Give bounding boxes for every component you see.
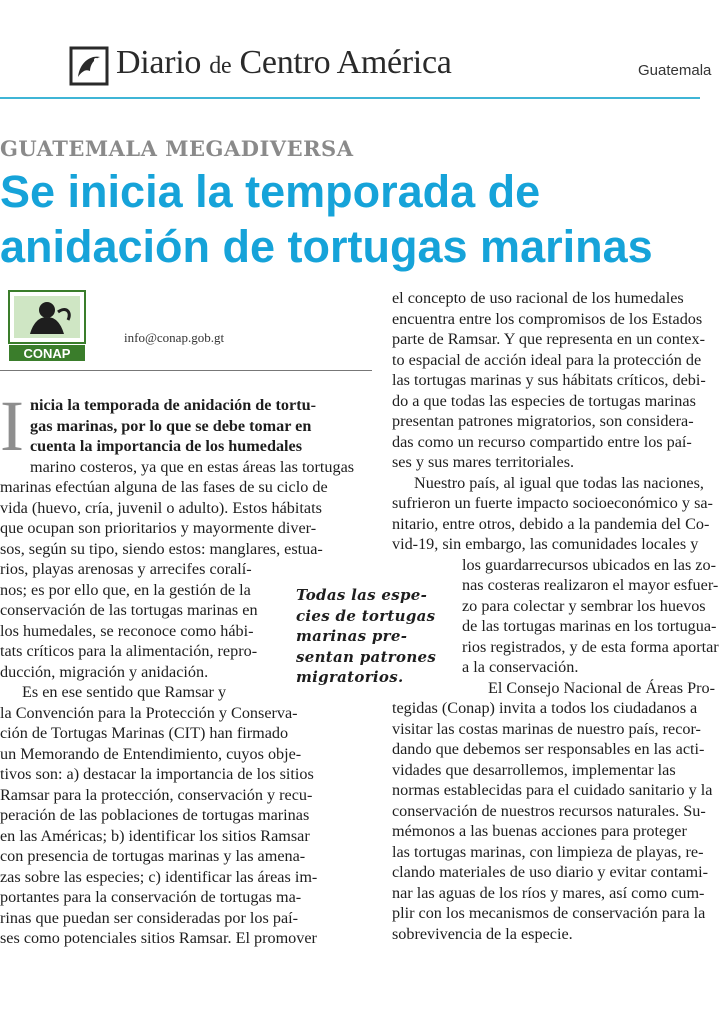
body-line: do a que todas las especies de tortugas marinas bbox=[392, 391, 696, 410]
article-column-2 bbox=[392, 288, 719, 944]
body-line: visitar las costas marinas de nuestro país, recor- bbox=[392, 719, 701, 738]
body-line: clando materiales de uso diario y evitar contami- bbox=[392, 863, 708, 881]
body-line: un Memorando de Entendimiento, cuyos obje- bbox=[0, 744, 302, 763]
body-line: zo para colectar y sembrar los huevos bbox=[462, 596, 706, 615]
body-line: presentan patrones migratorios, son considera- bbox=[392, 412, 694, 430]
masthead-divider bbox=[0, 97, 700, 99]
body-line: mémonos a las buenas acciones para proteger bbox=[392, 822, 687, 840]
body-line: rios, playas arenosas y arrecifes coralí- bbox=[0, 560, 252, 578]
body-line: peración de las poblaciones de tortugas marinas bbox=[0, 806, 310, 824]
body-line: dando que debemos ser responsables en las acti- bbox=[392, 740, 705, 758]
body-line: das como un recurso compartido entre los paí- bbox=[392, 432, 692, 451]
paper-name-de: de bbox=[209, 53, 232, 79]
body-line: plir con los mecanismos de conservación para la bbox=[392, 904, 706, 922]
body-line: los humedales, se reconoce como hábi- bbox=[0, 621, 254, 640]
body-line: ses como potenciales sitios Ramsar. El promover bbox=[0, 929, 317, 947]
lead-line: cuenta la importancia de los humedales bbox=[30, 437, 303, 455]
body-line: tivos son: a) destacar la importancia de los sitios bbox=[0, 765, 314, 783]
body-line: rinas que puedan ser consideradas por los paí- bbox=[0, 908, 299, 927]
paper-name-part-b: Centro América bbox=[231, 44, 452, 81]
pull-quote-line: cies de tortugas bbox=[296, 606, 436, 625]
body-line: zas sobre las especies; c) identificar las áreas im- bbox=[0, 867, 318, 886]
body-line: to espacial de acción ideal para la protección de bbox=[392, 350, 702, 369]
body-line: la Convención para la Protección y Conserva- bbox=[0, 703, 298, 722]
body-line: ducción, migración y anidación. bbox=[0, 662, 209, 681]
body-line: vid-19, sin embargo, las comunidades locales y bbox=[392, 535, 699, 553]
paper-name-part-a: Diario bbox=[116, 44, 210, 81]
pull-quote-line: Todas las espe- bbox=[296, 586, 428, 604]
edition-label: Guatemala bbox=[638, 62, 712, 79]
conap-logo-text: CONAP bbox=[23, 346, 71, 361]
body-line: las tortugas marinas y sus hábitats críticos, debi- bbox=[392, 371, 706, 389]
body-line: rios registrados, y de esta forma aportar bbox=[462, 637, 719, 656]
body-line: El Consejo Nacional de Áreas Pro- bbox=[488, 678, 716, 697]
body-line: el concepto de uso racional de los humedales bbox=[392, 289, 684, 307]
body-line: a la conservación. bbox=[462, 658, 579, 676]
newspaper-name[interactable] bbox=[116, 44, 452, 82]
conap-logo-icon bbox=[8, 290, 86, 362]
body-line: nitario, entre otros, debido a la pandemia del Co- bbox=[392, 514, 710, 533]
body-line: las tortugas marinas, con limpieza de playas, re- bbox=[392, 842, 704, 861]
headline bbox=[0, 164, 700, 274]
body-line: sobrevivencia de la especie. bbox=[392, 924, 573, 943]
body-line: normas establecidas para el cuidado sanitario y la bbox=[392, 781, 713, 799]
pull-quote-line: sentan patrones bbox=[296, 647, 437, 666]
pull-quote-line: marinas pre- bbox=[296, 627, 408, 645]
body-line: parte de Ramsar. Y que representa en un contex- bbox=[392, 330, 705, 348]
body-line: tats críticos para la alimentación, repro- bbox=[0, 642, 258, 660]
byline-divider bbox=[0, 370, 372, 371]
body-line: Nuestro país, al igual que todas las naciones, bbox=[414, 473, 704, 492]
body-line: conservación de nuestros recursos naturales. Su- bbox=[392, 801, 706, 820]
body-line: conservación de las tortugas marinas en bbox=[0, 601, 258, 619]
lead-line: nicia la temporada de anidación de tortu- bbox=[30, 396, 316, 414]
body-line: nas costeras realizaron el mayor esfuer- bbox=[462, 576, 719, 594]
body-line: nos; es por ello que, en la gestión de la bbox=[0, 580, 251, 599]
body-line: con presencia de tortugas marinas y las amena- bbox=[0, 847, 306, 865]
section-label: GUATEMALA MEGADIVERSA bbox=[0, 136, 354, 161]
body-line: los guardarrecursos ubicados en las zo- bbox=[462, 555, 716, 574]
lead-line: gas marinas, por lo que se debe tomar en bbox=[30, 416, 312, 435]
body-line: ses y sus mares territoriales. bbox=[392, 453, 575, 471]
body-line: en las Américas; b) identificar los sitios Ramsar bbox=[0, 826, 310, 845]
source-email[interactable]: info@conap.gob.gt bbox=[124, 330, 225, 345]
quetzal-logo-icon bbox=[70, 47, 108, 85]
body-line: marino costeros, ya que en estas áreas las tortugas bbox=[30, 457, 355, 476]
body-line: marinas efectúan alguna de las fases de su ciclo de bbox=[0, 478, 328, 496]
body-line: encuentra entre los compromisos de los Estados bbox=[392, 309, 703, 328]
body-line: que ocupan son prioritarios y mayormente diver- bbox=[0, 519, 317, 537]
body-line: vida (huevo, cría, juvenil o adulto). Estos hábitats bbox=[0, 498, 322, 517]
body-line: tegidas (Conap) invita a todos los ciudadanos a bbox=[392, 699, 698, 717]
body-line: portantes para la conservación de tortugas ma- bbox=[0, 888, 302, 906]
drop-cap: I bbox=[0, 386, 24, 466]
masthead bbox=[0, 0, 712, 100]
body-line: vidades que desarrollemos, implementar las bbox=[392, 760, 676, 779]
body-line: nar las aguas de los ríos y mares, así como cum- bbox=[392, 883, 705, 902]
body-line: Es en ese sentido que Ramsar y bbox=[22, 683, 227, 701]
body-line: Ramsar para la protección, conservación y recu- bbox=[0, 785, 313, 804]
headline-line-2: anidación de tortugas marinas bbox=[0, 221, 653, 272]
pull-quote-line: migratorios. bbox=[296, 668, 404, 686]
body-line: ción de Tortugas Marinas (CIT) han firmado bbox=[0, 724, 289, 742]
body-line: sos, según su tipo, siendo estos: manglares, estua- bbox=[0, 539, 323, 558]
body-line: de las tortugas marinas en los tortugua- bbox=[462, 617, 717, 635]
body-line: sufrieron un fuerte impacto socioeconómico y sa- bbox=[392, 494, 713, 512]
headline-line-1: Se inicia la temporada de bbox=[0, 166, 541, 217]
